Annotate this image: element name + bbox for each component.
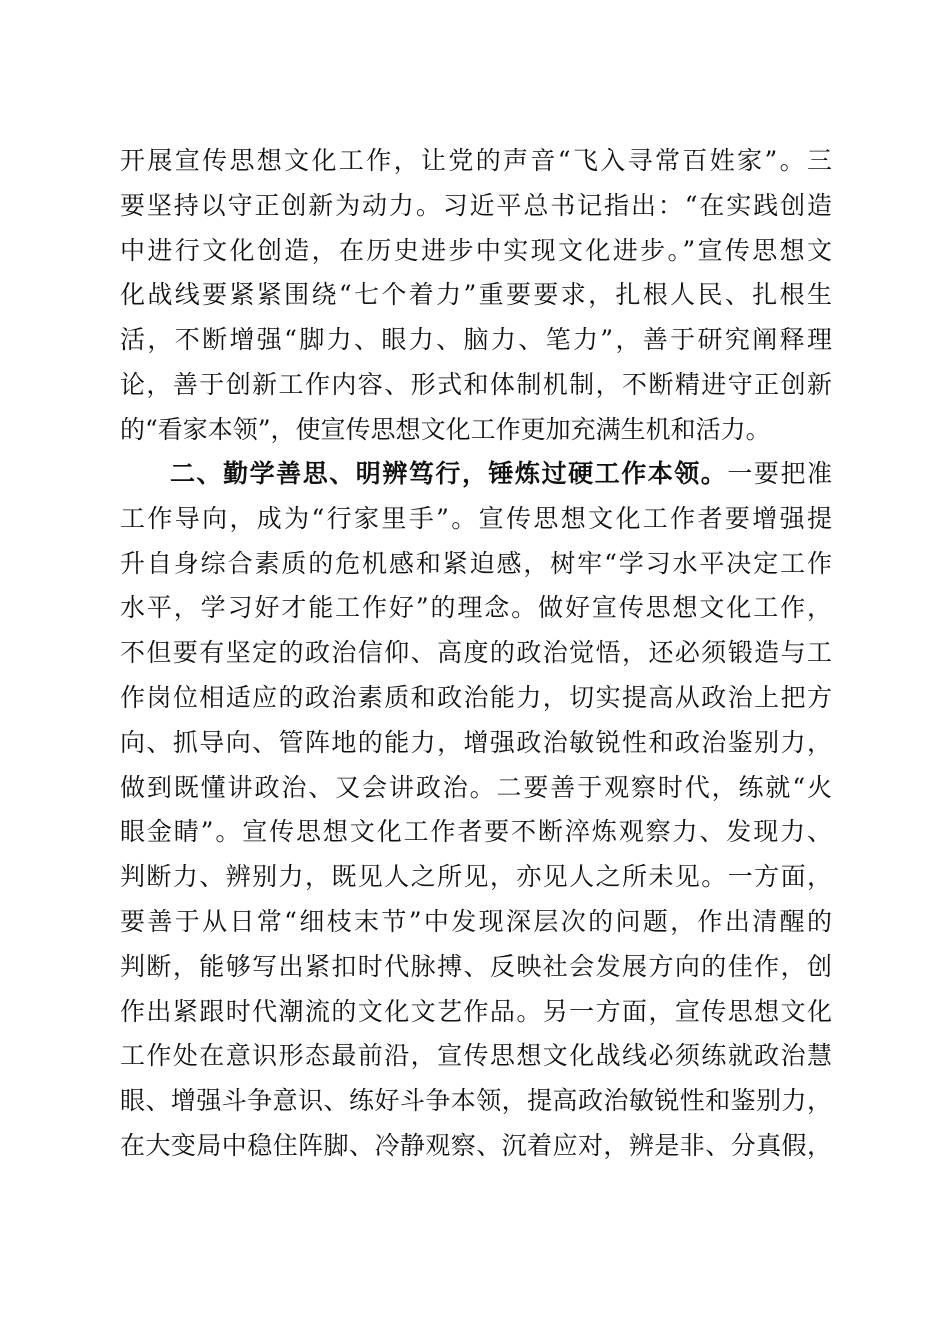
text-line: 活，不断增强“脚力、眼力、脑力、笔力”，善于研究阐释理	[120, 325, 832, 355]
paragraph-1	[120, 139, 832, 453]
text-line: 化战线要紧紧围绕“七个着力”重要要求，扎根人民、扎根生	[120, 280, 832, 310]
text-line: 眼、增强斗争意识、练好斗争本领，提高政治敏锐性和鉴别力，	[120, 1086, 832, 1116]
text-line: 工作处在意识形态最前沿，宣传思想文化战线必须练就政治慧	[120, 1041, 832, 1071]
text-line: 向、抓导向、管阵地的能力，增强政治敏锐性和政治鉴别力，	[120, 727, 832, 757]
text-line: 要坚持以守正创新为动力。习近平总书记指出：“在实践创造	[120, 190, 832, 220]
text-line: 论，善于创新工作内容、形式和体制机制，不断精进守正创新	[120, 369, 832, 399]
text-line: 判断力、辨别力，既见人之所见，亦见人之所未见。一方面，	[120, 862, 832, 892]
text-line: 要善于从日常“细枝末节”中发现深层次的问题，作出清醒的	[120, 906, 832, 936]
section-heading: 二、勤学善思、明辨笃行，锤炼过硬工作本领。	[170, 459, 728, 488]
text-line: 开展宣传思想文化工作，让党的声音“飞入寻常百姓家”。三	[120, 146, 832, 175]
text-line: 工作导向，成为“行家里手”。宣传思想文化工作者要增强提	[120, 503, 832, 533]
text-line: 做到既懂讲政治、又会讲政治。二要善于观察时代，练就“火	[120, 772, 832, 802]
text-line: 作出紧跟时代潮流的文化文艺作品。另一方面，宣传思想文化	[120, 996, 832, 1026]
text-line: 眼金睛”。宣传思想文化工作者要不断淬炼观察力、发现力、	[120, 817, 832, 847]
text-line: 水平，学习好才能工作好”的理念。做好宣传思想文化工作，	[120, 593, 832, 623]
paragraph-2	[120, 452, 832, 1169]
text-segment: 一要把准	[727, 459, 832, 488]
text-line: 不但要有坚定的政治信仰、高度的政治觉悟，还必须锻造与工	[120, 638, 832, 668]
text-line: 判断，能够写出紧扣时代脉搏、反映社会发展方向的佳作，创	[120, 951, 832, 981]
text-line: 中进行文化创造，在历史进步中实现文化进步。”宣传思想文	[120, 235, 832, 265]
paragraph-2-first-line	[120, 452, 832, 497]
text-line: 升自身综合素质的危机感和紧迫感，树牢“学习水平决定工作	[120, 548, 832, 578]
text-line: 作岗位相适应的政治素质和政治能力，切实提高从政治上把方	[120, 682, 832, 712]
text-line: 的“看家本领”，使宣传思想文化工作更加充满生机和活力。	[120, 414, 771, 444]
text-line: 在大变局中稳住阵脚、冷静观察、沉着应对，辨是非、分真假，	[120, 1130, 832, 1160]
